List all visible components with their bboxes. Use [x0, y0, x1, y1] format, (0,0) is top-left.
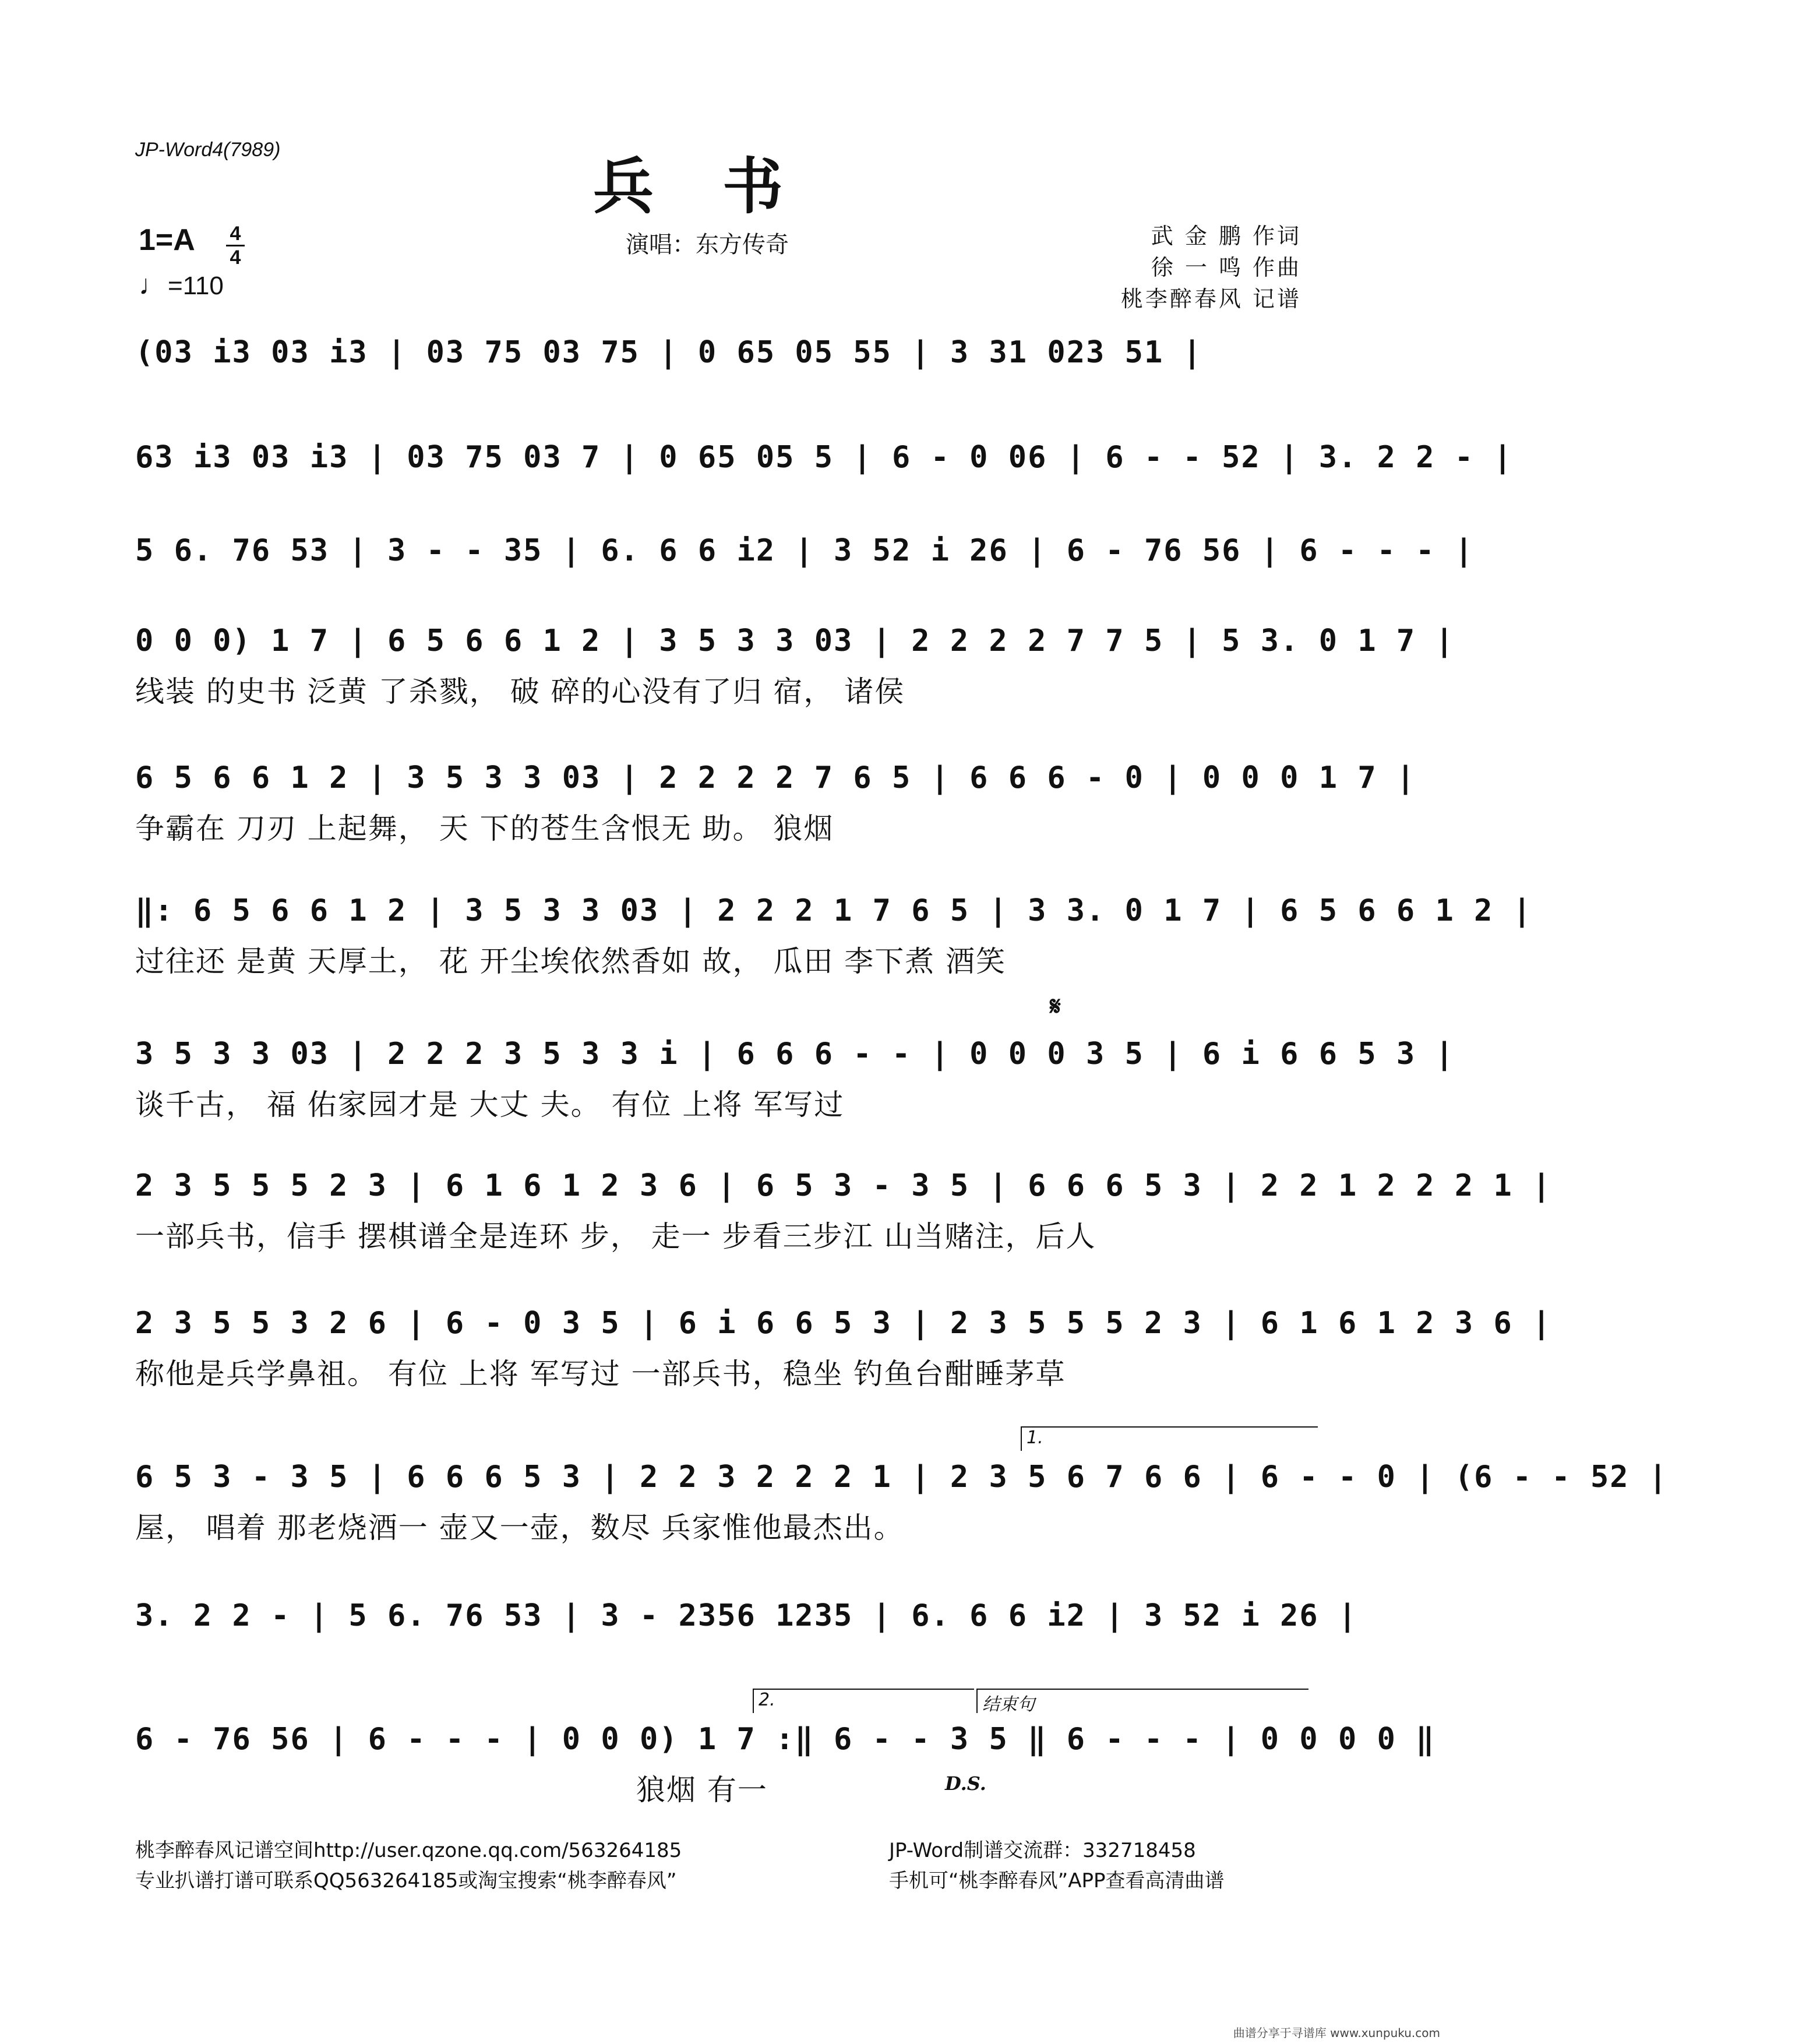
notation-line: (03 i3 03 i3 | 03 75 03 75 | 0 65 05 55 | 3 31 023 51 | [135, 335, 1202, 370]
song-title: 兵书 [592, 150, 852, 222]
footer-left-line1: 桃李醉春风记谱空间http://user.qzone.qq.com/563264185 [135, 1839, 682, 1862]
singer-credit: 演唱：东方传奇 [626, 231, 789, 258]
composer-credit: 徐 一 鸣 作曲 [1151, 255, 1301, 280]
tempo-value: =110 [168, 272, 224, 300]
tempo-marking [139, 269, 224, 301]
lyric-line: 线装 的史书 泛黄 了杀戮， 破 碎的心没有了归 宿， 诸侯 [135, 675, 905, 709]
lyric-line: 称他是兵学鼻祖。 有位 上将 军写过 一部兵书，稳坐 钓鱼台酣睡茅草 [135, 1357, 1066, 1391]
lyric-line: 屋， 唱着 那老烧酒一 壶又一壶，数尽 兵家惟他最杰出。 [135, 1511, 904, 1545]
notation-line: 3 5 3 3 03 | 2 2 2 3 5 3 3 i | 6 6 6 - - | 0 0 0 3 5 | 6 i 6 6 5 3 | [135, 1037, 1455, 1072]
coda-bracket [976, 1689, 1308, 1713]
lyric-line: 狼烟 有一 [636, 1773, 768, 1807]
quarter-note-icon: ♩ [139, 270, 167, 301]
notation-line: 6 5 3 - 3 5 | 6 6 6 5 3 | 2 2 3 2 2 2 1 | 2 3 5 6 7 6 6 | 6 - - 0 | (6 - - 52 | [135, 1460, 1669, 1495]
coda-label: 结束句 [982, 1694, 1035, 1715]
transcriber-credit: 桃李醉春风 记谱 [1120, 286, 1301, 312]
first-ending-label: 1. [1027, 1428, 1043, 1448]
notation-line: 6 5 6 6 1 2 | 3 5 3 3 03 | 2 2 2 2 7 6 5 | 6 6 6 - 0 | 0 0 0 1 7 | [135, 760, 1416, 795]
first-ending-bracket [1021, 1426, 1318, 1451]
notation-line: 2 3 5 5 3 2 6 | 6 - 0 3 5 | 6 i 6 6 5 3 | 2 3 5 5 5 2 3 | 6 1 6 1 2 3 6 | [135, 1306, 1552, 1341]
lyric-line: 争霸在 刀刃 上起舞， 天 下的苍生含恨无 助。 狼烟 [135, 812, 834, 845]
time-signature-bottom: 4 [230, 246, 241, 269]
notation-line: ‖: 6 5 6 6 1 2 | 3 5 3 3 03 | 2 2 2 1 7 6 5 | 3 3. 0 1 7 | 6 5 6 6 1 2 | [135, 893, 1533, 928]
second-ending-label: 2. [759, 1690, 775, 1710]
key-signature: 1=A [139, 223, 195, 257]
footer-right-line2: 手机可“桃李醉春风”APP查看高清曲谱 [889, 1869, 1225, 1893]
notation-line: 6 - 76 56 | 6 - - - | 0 0 0) 1 7 :‖ 6 - - 3 5 ‖ 6 - - - | 0 0 0 0 ‖ [135, 1722, 1435, 1757]
second-ending-bracket [753, 1689, 974, 1713]
time-signature [224, 223, 247, 269]
notation-line: 63 i3 03 i3 | 03 75 03 7 | 0 65 05 5 | 6 - 0 06 | 6 - - 52 | 3. 2 2 - | [135, 440, 1513, 475]
notation-line: 0 0 0) 1 7 | 6 5 6 6 1 2 | 3 5 3 3 03 | 2 2 2 2 7 7 5 | 5 3. 0 1 7 | [135, 623, 1455, 658]
lyric-line: 一部兵书，信手 摆棋谱全是连环 步， 走一 步看三步江 山当赌注，后人 [135, 1220, 1096, 1253]
watermark: 曲谱分享于寻谱库 www.xunpuku.com [1233, 2026, 1440, 2040]
segno-icon: 𝄋 [1050, 992, 1061, 1021]
lyric-line: 过往还 是黄 天厚土， 花 开尘埃依然香如 故， 瓜田 李下煮 酒笑 [135, 945, 1007, 978]
notation-line: 5 6. 76 53 | 3 - - 35 | 6. 6 6 i2 | 3 52 i 26 | 6 - 76 56 | 6 - - - | [135, 533, 1475, 568]
footer-right-line1: JP-Word制谱交流群：332718458 [889, 1839, 1196, 1862]
lyricist-credit: 武 金 鹏 作词 [1151, 223, 1301, 249]
notation-line: 3. 2 2 - | 5 6. 76 53 | 3 - 2356 1235 | 6. 6 6 i2 | 3 52 i 26 | [135, 1598, 1358, 1633]
software-label: JP-Word4(7989) [135, 139, 281, 161]
ds-marking: D.S. [945, 1772, 986, 1795]
time-signature-top: 4 [230, 223, 241, 245]
footer-left-line2: 专业扒谱打谱可联系QQ563264185或淘宝搜索“桃李醉春风” [135, 1869, 677, 1893]
notation-line: 2 3 5 5 5 2 3 | 6 1 6 1 2 3 6 | 6 5 3 - 3 5 | 6 6 6 5 3 | 2 2 1 2 2 2 1 | [135, 1168, 1552, 1203]
lyric-line: 谈千古， 福 佑家园才是 大丈 夫。 有位 上将 军写过 [135, 1088, 845, 1122]
